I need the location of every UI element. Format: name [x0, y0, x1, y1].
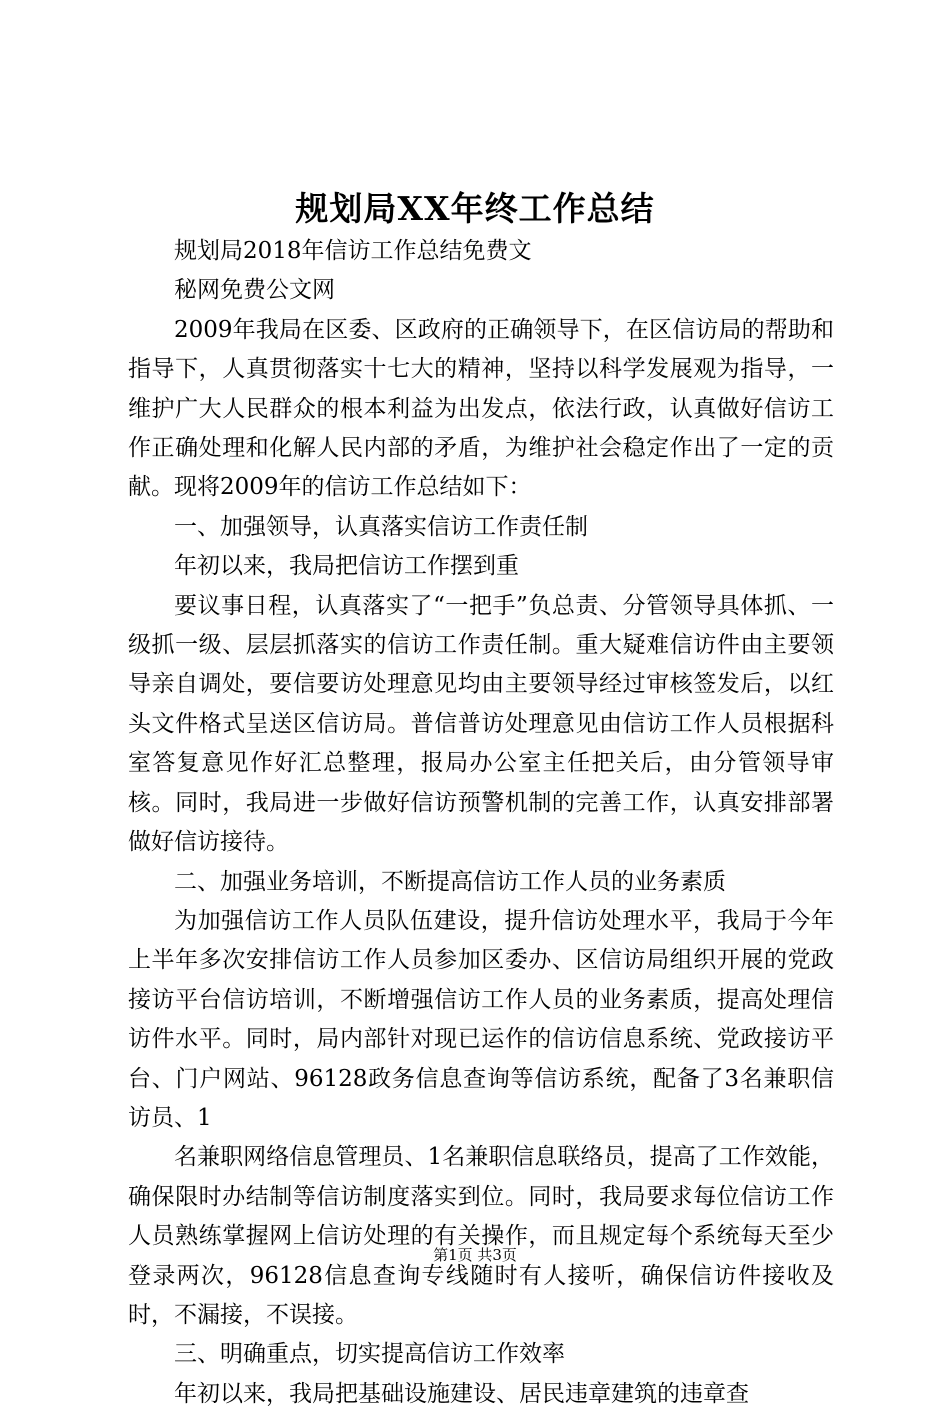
- paragraph-subtitle-line-2: 秘网免费公文网: [174, 277, 335, 304]
- section-heading-3: 三、明确重点，切实提高信访工作效率: [174, 1341, 565, 1368]
- paragraph-subtitle-line-1: 规划局2018年信访工作总结免费文: [174, 238, 532, 264]
- document-title: 规划局XX年终工作总结: [295, 189, 655, 228]
- paragraph-section-1-body: 要议事日程，认真落实了“一把手”负总责、分管领导具体抓、一级抓一级、层层抓落实的信访工作责任制。重大疑难信访件由主要领导亲自调处，要信要访处理意见均由主要领导经过审核签发后，以红头文件格式呈送区信访局。普信普访处理意见由信访工作人员根据科室答复意见作好汇总整理，报局办公室主任把关后，由分管领导审核。同时，我局进一步做好信访预警机制的完善工作，认真安排部署做好信访接待。: [128, 592, 834, 856]
- paragraph-section-1-lead: 年初以来，我局把信访工作摆到重: [174, 553, 519, 580]
- paragraph-section-2-body: 为加强信访工作人员队伍建设，提升信访处理水平，我局于今年上半年多次安排信访工作人员参加区委办、区信访局组织开展的党政接访平台信访培训，不断增强信访工作人员的业务素质，提高处理信访件水平。同时，局内部针对现已运作的信访信息系统、党政接访平台、门户网站、96128政务信息查询等信访系统，配备了3名兼职信访员、1: [128, 907, 834, 1131]
- paragraph-section-3-body: 年初以来，我局把基础设施建设、居民违章建筑的违章查: [174, 1380, 749, 1407]
- document-body: [128, 232, 834, 1414]
- paragraph-intro: 2009年我局在区委、区政府的正确领导下，在区信访局的帮助和指导下，人真贯彻落实十七大的精神，坚持以科学发展观为指导，一维护广大人民群众的根本利益为出发点，依法行政，认真做好信访工作正确处理和化解人民内部的矛盾，为维护社会稳定作出了一定的贡献。现将2009年的信访工作总结如下：: [128, 316, 834, 501]
- section-heading-2: 二、加强业务培训，不断提高信访工作人员的业务素质: [174, 868, 726, 895]
- section-heading-1: 一、加强领导，认真落实信访工作责任制: [174, 513, 588, 540]
- page-number-footer: 第1页 共3页: [433, 1246, 517, 1264]
- paragraph-section-2-continued: 名兼职网络信息管理员、1名兼职信息联络员，提高了工作效能，确保限时办结制等信访制度落实到位。同时，我局要求每位信访工作人员熟练掌握网上信访处理的有关操作，而且规定每个系统每天至少登录两次，96128信息查询专线随时有人接听，确保信访件接收及时，不漏接，不误接。: [128, 1144, 834, 1328]
